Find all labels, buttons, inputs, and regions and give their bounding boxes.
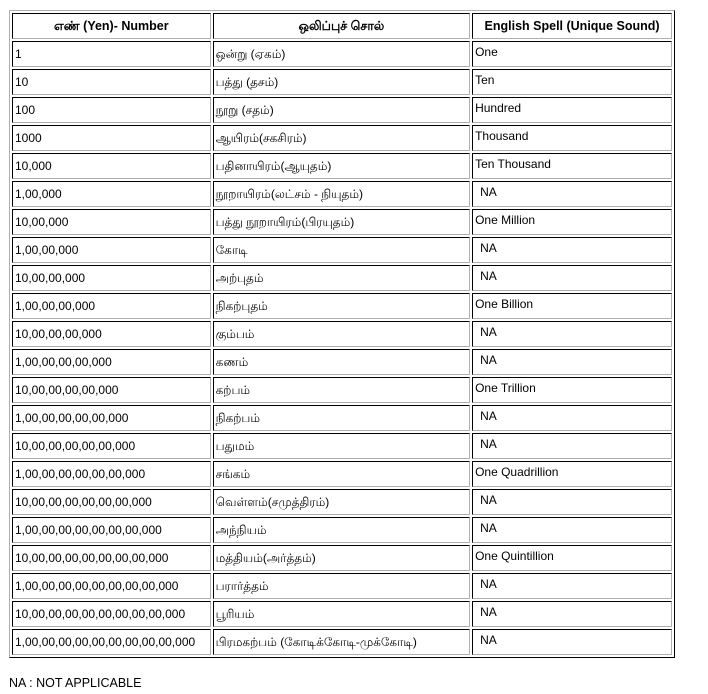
tamil-word-cell: வெள்ளம்(சமுத்திரம்) <box>213 489 470 515</box>
english-spell-cell: Ten <box>472 69 672 95</box>
number-cell: 10,00,00,000 <box>12 265 211 291</box>
english-spell-cell: One <box>472 41 672 67</box>
number-cell: 1,00,00,000 <box>12 237 211 263</box>
table-row <box>12 629 672 655</box>
number-cell: 1,00,00,00,00,00,00,00,00,000 <box>12 573 211 599</box>
tamil-word-cell: பூரியம் <box>213 601 470 627</box>
footnote: NA : NOT APPLICABLE <box>9 676 142 690</box>
english-spell-cell: One Billion <box>472 293 672 319</box>
table-row <box>12 433 672 459</box>
table-row <box>12 153 672 179</box>
english-spell-cell: NA <box>472 349 672 375</box>
table-row <box>12 181 672 207</box>
number-cell: 1,00,00,00,00,00,000 <box>12 405 211 431</box>
tamil-word-cell: நிகற்பம் <box>213 405 470 431</box>
table-row <box>12 265 672 291</box>
english-spell-cell: NA <box>472 629 672 655</box>
table-row <box>12 97 672 123</box>
tamil-word-cell: கணம் <box>213 349 470 375</box>
english-spell-cell: One Quintillion <box>472 545 672 571</box>
tamil-word-cell: மத்தியம்(அர்த்தம்) <box>213 545 470 571</box>
number-cell: 10,00,00,00,00,00,000 <box>12 433 211 459</box>
tamil-word-cell: நூறாயிரம்(லட்சம் - நியுதம்) <box>213 181 470 207</box>
tamil-word-cell: பத்து (தசம்) <box>213 69 470 95</box>
table-row <box>12 237 672 263</box>
tamil-word-cell: நிகற்புதம் <box>213 293 470 319</box>
tamil-word-cell: பத்து நூறாயிரம்(பிரயுதம்) <box>213 209 470 235</box>
table-body <box>12 41 672 655</box>
table-row <box>12 489 672 515</box>
english-spell-cell: NA <box>472 265 672 291</box>
tamil-word-cell: நூறு (சதம்) <box>213 97 470 123</box>
english-spell-cell: NA <box>472 517 672 543</box>
number-cell: 10,000 <box>12 153 211 179</box>
header-tamil-word: ஒலிப்புச் சொல் <box>213 13 470 39</box>
header-number: எண் (Yen)- Number <box>12 13 211 39</box>
number-cell: 10,00,00,00,00,000 <box>12 377 211 403</box>
table-header-row <box>12 13 672 39</box>
table-row <box>12 209 672 235</box>
number-cell: 1000 <box>12 125 211 151</box>
table-row <box>12 601 672 627</box>
header-english-spell: English Spell (Unique Sound) <box>472 13 672 39</box>
tamil-word-cell: ஆயிரம்(சகசிரம்) <box>213 125 470 151</box>
english-spell-cell: NA <box>472 601 672 627</box>
table-row <box>12 573 672 599</box>
number-cell: 10,00,00,00,000 <box>12 321 211 347</box>
english-spell-cell: NA <box>472 181 672 207</box>
english-spell-cell: NA <box>472 433 672 459</box>
english-spell-cell: NA <box>472 489 672 515</box>
english-spell-cell: NA <box>472 237 672 263</box>
tamil-word-cell: அந்நியம் <box>213 517 470 543</box>
english-spell-cell: One Million <box>472 209 672 235</box>
table-row <box>12 517 672 543</box>
english-spell-cell: Ten Thousand <box>472 153 672 179</box>
number-names-table <box>9 10 675 658</box>
number-names-table-wrapper <box>9 10 675 658</box>
number-cell: 1,00,000 <box>12 181 211 207</box>
number-cell: 10,00,00,00,00,00,00,000 <box>12 489 211 515</box>
number-cell: 1 <box>12 41 211 67</box>
number-cell: 1,00,00,00,000 <box>12 293 211 319</box>
english-spell-cell: NA <box>472 321 672 347</box>
tamil-word-cell: பிரமகற்பம் (கோடிக்கோடி-முக்கோடி) <box>213 629 470 655</box>
number-cell: 100 <box>12 97 211 123</box>
tamil-word-cell: சங்கம் <box>213 461 470 487</box>
tamil-word-cell: பதினாயிரம்(ஆயுதம்) <box>213 153 470 179</box>
table-row <box>12 293 672 319</box>
number-cell: 1,00,00,00,00,00,00,00,000 <box>12 517 211 543</box>
tamil-word-cell: கற்பம் <box>213 377 470 403</box>
table-row <box>12 41 672 67</box>
table-row <box>12 125 672 151</box>
tamil-word-cell: கோடி <box>213 237 470 263</box>
tamil-word-cell: ஒன்று (ஏகம்) <box>213 41 470 67</box>
number-cell: 1,00,00,00,00,00,00,00,00,00,000 <box>12 629 211 655</box>
table-row <box>12 461 672 487</box>
table-row <box>12 321 672 347</box>
table-row <box>12 377 672 403</box>
table-row <box>12 545 672 571</box>
table-row <box>12 69 672 95</box>
number-cell: 1,00,00,00,00,000 <box>12 349 211 375</box>
english-spell-cell: One Quadrillion <box>472 461 672 487</box>
english-spell-cell: Hundred <box>472 97 672 123</box>
table-row <box>12 405 672 431</box>
number-cell: 1,00,00,00,00,00,00,000 <box>12 461 211 487</box>
tamil-word-cell: பதுமம் <box>213 433 470 459</box>
english-spell-cell: NA <box>472 405 672 431</box>
number-cell: 10,00,00,00,00,00,00,00,000 <box>12 545 211 571</box>
tamil-word-cell: கும்பம் <box>213 321 470 347</box>
number-cell: 10,00,00,00,00,00,00,00,00,000 <box>12 601 211 627</box>
number-cell: 10 <box>12 69 211 95</box>
tamil-word-cell: பரார்த்தம் <box>213 573 470 599</box>
english-spell-cell: Thousand <box>472 125 672 151</box>
table-row <box>12 349 672 375</box>
english-spell-cell: NA <box>472 573 672 599</box>
tamil-word-cell: அற்புதம் <box>213 265 470 291</box>
number-cell: 10,00,000 <box>12 209 211 235</box>
english-spell-cell: One Trillion <box>472 377 672 403</box>
